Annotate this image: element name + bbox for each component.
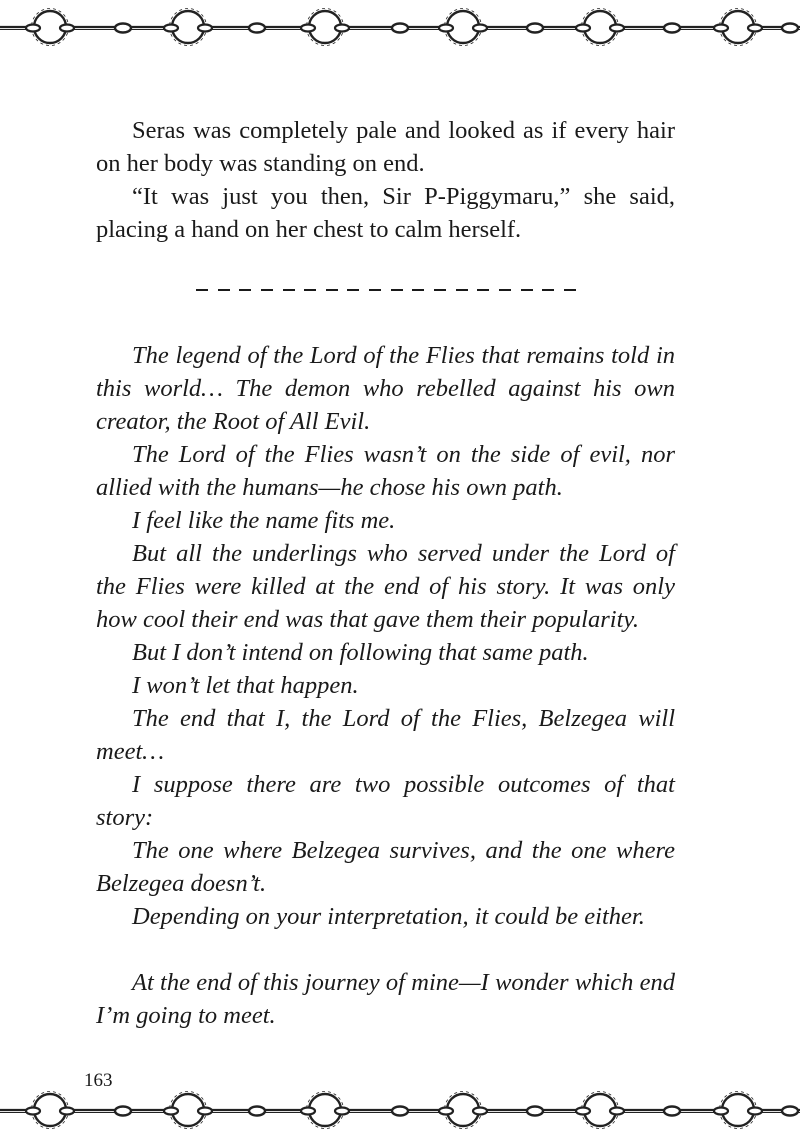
paragraph: The Lord of the Flies wasn’t on the side of evil, nor allied with the humans—he chose his own path. (96, 441, 675, 501)
text-block-narrative (96, 114, 675, 246)
chain-border-bottom (0, 1083, 800, 1143)
dash (477, 289, 489, 292)
paragraph: The legend of the Lord of the Flies that remains told in this world… The demon who rebelled against his own creator, the Root of All Evil. (96, 342, 675, 435)
dash (261, 289, 273, 292)
paragraph: But I don’t intend on following that same path. (132, 639, 589, 666)
dash (542, 289, 554, 292)
dash (304, 289, 316, 292)
dash (391, 289, 403, 292)
dash (412, 289, 424, 292)
chain-decoration-icon (0, 9, 800, 46)
page-number: 163 (84, 1070, 113, 1091)
paragraph: The one where Belzegea survives, and the one where Belzegea doesn’t. (96, 837, 675, 897)
dash (499, 289, 511, 292)
dash (369, 289, 381, 292)
paragraph: “It was just you then, Sir P-Piggymaru,” she said, placing a hand on her chest to calm herself. (96, 183, 675, 243)
dash (521, 289, 533, 292)
dash (456, 289, 468, 292)
section-break-dashes (196, 280, 576, 300)
dash (564, 289, 576, 292)
paragraph: I suppose there are two possible outcomes of that story: (96, 771, 675, 831)
paragraph: At the end of this journey of mine—I wonder which end I’m going to meet. (96, 969, 675, 1029)
dash (218, 289, 230, 292)
text-block-italic-monologue (96, 339, 675, 1032)
paragraph-spacer (96, 933, 675, 966)
dash (283, 289, 295, 292)
paragraph: The end that I, the Lord of the Flies, Belzegea will meet… (96, 705, 675, 765)
chain-border-top (0, 0, 800, 60)
dash (434, 289, 446, 292)
dash (196, 289, 208, 292)
paragraph: I feel like the name fits me. (132, 507, 396, 534)
chain-decoration-icon (0, 1092, 800, 1129)
dash (326, 289, 338, 292)
paragraph: Depending on your interpretation, it could be either. (132, 903, 645, 930)
paragraph: But all the underlings who served under the Lord of the Flies were killed at the end of his story. It was only how cool their end was that gave them their popularity. (96, 540, 675, 633)
paragraph: I won’t let that happen. (132, 672, 359, 699)
paragraph: Seras was completely pale and looked as if every hair on her body was standing on end. (96, 117, 675, 177)
dash (347, 289, 359, 292)
dash (239, 289, 251, 292)
